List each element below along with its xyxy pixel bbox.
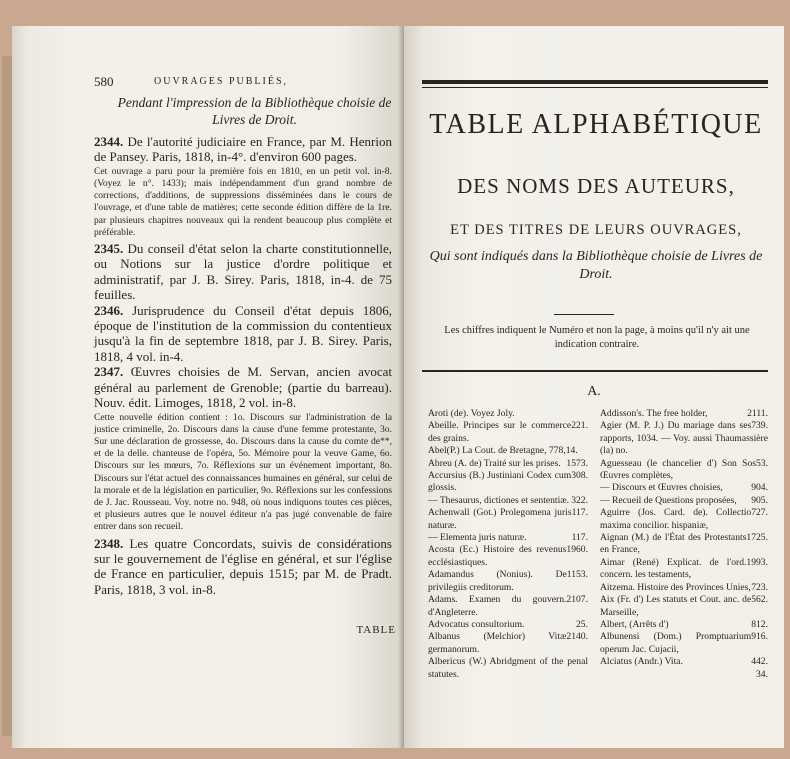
title-authors: DES NOMS DES AUTEURS,	[457, 174, 735, 198]
index-entry-text: Aguirre (Jos. Card. de). Collectio maxima concilior. hispaniæ,	[600, 507, 752, 531]
index-entry-text: Aix (Fr. d') Les statuts et Cout. anc. de Marseille,	[600, 594, 752, 618]
index-entry-text: Achenwall (Got.) Prolegomena juris naturæ.	[428, 507, 572, 531]
index-entry-ref: 117.	[571, 532, 588, 544]
index-entry	[600, 420, 768, 457]
entry-number: 2347.	[94, 364, 124, 380]
index-entry	[600, 458, 768, 483]
entry-2346	[94, 303, 392, 365]
index-entry-text: Albert, (Arrêts d')	[600, 618, 669, 630]
index-entry	[428, 619, 588, 631]
index-entry-text: — Elementa juris naturæ.	[428, 532, 527, 544]
running-head	[94, 74, 394, 92]
index-entry-ref: 2107.	[566, 594, 588, 606]
section-rule	[422, 370, 768, 372]
index-entry	[428, 544, 588, 569]
index-entry	[600, 582, 768, 594]
index-entry-ref: 562.	[751, 594, 768, 606]
index-entry-ref: 53.	[756, 457, 768, 469]
index-entry-text: Aitzema. Histoire des Provinces Unies,	[600, 581, 751, 593]
index-entry	[600, 656, 768, 668]
index-column-left	[428, 408, 588, 681]
short-rule	[554, 314, 614, 315]
index-entry-text: Abel(P.) La Cout. de Bretagne, 778,14.	[428, 445, 578, 457]
index-entry-text: Albericus (W.) Abridgment of the penal statutes.	[428, 656, 588, 680]
index-entry-text: — Recueil de Questions proposées,	[600, 494, 737, 506]
index-entry	[600, 495, 768, 507]
index-entry-text: Adamandus (Nonius). De privilegiis creditorum.	[428, 569, 567, 593]
index-entry	[428, 656, 588, 681]
numbering-note: Les chiffres indiquent le Numéro et non la page, à moins qu'il n'y ait une indication contraire.	[444, 325, 750, 350]
index-entry-ref: 904.	[751, 482, 768, 494]
index-entry-text: Aignan (M.) de l'État des Protestants en France,	[600, 532, 747, 556]
index-entry-text: Albanus (Melchior) Vitæ germanorum.	[428, 631, 567, 655]
entry-number: 2346.	[94, 302, 124, 318]
title-works: ET DES TITRES DE LEURS OUVRAGES,	[450, 222, 742, 238]
index-entry	[600, 594, 768, 619]
index-entry-ref: 1960.	[566, 544, 588, 556]
subheading: Pendant l'impression de la Bibliothèque choisie de Livres de Droit.	[117, 95, 392, 127]
entry-2344	[94, 134, 392, 165]
title-subtitle: Qui sont indiqués dans la Bibliothèque choisie de Livres de Droit.	[429, 249, 763, 282]
entry-text: De l'autorité judiciaire en France, par M. Henrion de Pansey. Paris, 1818, in-4°. d'environ 600 pages.	[94, 134, 392, 165]
entry-text: Œuvres choisies de M. Servan, ancien avocat général au parlement de Grenoble; (partie du barreau). Nouv. édit. Limoges, 1818, 2 vol. in-8.	[94, 364, 392, 411]
index-entry-ref: 25.	[576, 618, 588, 630]
left-page	[12, 26, 404, 748]
index-entry-ref: 221.	[571, 420, 588, 432]
index-entry	[600, 631, 768, 656]
index-entry-text: Aroti (de). Voyez Joly.	[428, 408, 515, 419]
index-entry	[428, 470, 588, 495]
entry-text: Les quatre Concordats, suivis de considérations sur le gouvernement de l'église en général, et sur l'église de France en particulier, depuis 1515; par M. de Pradt. Paris, 1818, 3 vol. in-8.	[94, 535, 392, 597]
index-entry	[428, 408, 588, 420]
index-entry-text: Albunensi (Dom.) Promptuarium operum Jac. Cujacii,	[600, 631, 752, 655]
index-entry	[600, 482, 768, 494]
index-entry-ref: 1725.	[746, 532, 768, 544]
index-entry-text: Accursius (B.) Justiniani Codex cum glossis.	[428, 470, 572, 494]
index-entry	[428, 458, 588, 470]
index-entry-ref: 322.	[571, 494, 588, 506]
index-entry-ref: 727.	[751, 507, 768, 519]
index-entry	[428, 445, 588, 457]
index-entry-ref: 2111.	[747, 408, 768, 419]
table-title: TABLE ALPHABÉTIQUE	[429, 109, 763, 140]
index-entry-text: — Discours et Œuvres choisies,	[600, 482, 723, 494]
entry-note: Cet ouvrage a paru pour la première fois en 1810, en un petit vol. in-8. (Voyez le n°. 1433); mais indépendamment d'un grand nombre de corrections, d'additions, de suppressions disséminées dans le cours de l'ouvrage, et d'une table de matières; cette seconde édition diffère de la 1re. par plusieurs chapitres nouveaux qui la rendent beaucoup plus complète et préférable.	[94, 165, 392, 238]
index-entry-ref: 1573.	[566, 457, 588, 469]
index-entry	[600, 532, 768, 557]
index-entry	[600, 557, 768, 582]
index-entry-ref: 1993.	[746, 556, 768, 568]
entry-text: Jurisprudence du Conseil d'état depuis 1806, époque de l'institution de la commission du contentieux jusqu'à la fin de septembre 1818, par J. B. Sirey. Paris, 1818, 4 vol. in-4.	[94, 302, 392, 364]
index-entry-text: Advocatus consultorium.	[428, 618, 525, 630]
entry-number: 2344.	[94, 134, 124, 149]
index-entry	[428, 532, 588, 544]
index-column-right	[600, 408, 768, 681]
index-entry-text: Addisson's. The free holder,	[600, 408, 708, 419]
page-number: 580	[94, 74, 114, 89]
index-entry-text: — Thesaurus, dictiones et sententiæ.	[428, 494, 570, 506]
entry-text: Du conseil d'état selon la charte constitutionnelle, ou Notions sur la justice d'ordre politique et administratif, par J. B. Sirey. Paris, 1818, in-4. de 75 feuilles.	[94, 241, 392, 303]
index-entry-ref: 723.	[751, 581, 768, 593]
entry-2345	[94, 241, 392, 303]
index-entry-text: Aimar (René) Explicat. de l'ord. concern. les testaments,	[600, 556, 747, 581]
index-entry	[428, 507, 588, 532]
index-entry	[600, 507, 768, 532]
index-entry	[428, 631, 588, 656]
index-entry	[428, 495, 588, 507]
top-thin-rule	[422, 87, 768, 88]
index-entry-text: Abreu (A. de) Traité sur les prises.	[428, 457, 561, 469]
index-entry-ref: 34.	[756, 668, 768, 680]
entry-2347	[94, 364, 392, 410]
entry-2348	[94, 536, 392, 598]
index-entry-text: Agier (M. P. J.) Du mariage dans ses rapports, 1034. — Voy. aussi Thaumassière (la) no.	[600, 420, 768, 457]
index-entry-ref: 905.	[751, 494, 768, 506]
entry-note: Cette nouvelle édition contient : 1o. Discours sur l'administration de la justice criminelle, 2o. Discours dans la cause d'une femme protestante, 3o. Sur une déclaration de grossesse, 4o. Discours dans la cause du comte de**, et de la delle. chanteuse de l'opéra, 5o. Mémoire pour la veuve Game, 6o. Discours sur les mœurs, 7o. Réflexions sur un événement important, 8o. Discours sur l'état actuel des connaissances humaines en général, sur celui de la morale et de la législation en particulier, 9o. Réflexions sur les confessions de J. Jac. Rousseau. Voy. notre no. 948, où nous indiquons toutes ces pièces, et plusieurs autres que le nouvel éditeur n'a pas jugé convenable de faire entrer dans son recueil.	[94, 411, 392, 533]
entry-number: 2345.	[94, 241, 124, 257]
index-entry-text: Acosta (Ec.) Histoire des revenus ecclésiastiques.	[428, 544, 567, 568]
index-entry-ref: 117.	[571, 507, 588, 519]
index-entry-ref: 739.	[751, 420, 768, 432]
right-page	[404, 26, 784, 748]
index-entry-ref: 812.	[751, 618, 768, 630]
entries-list	[94, 134, 392, 597]
index-entry	[600, 408, 768, 420]
catchword: TABLE	[356, 624, 396, 636]
index-entry-ref: 308.	[571, 470, 588, 482]
section-letter: A.	[587, 384, 601, 399]
top-thick-rule	[422, 80, 768, 84]
index-entry-text: Aguesseau (le chancelier d') Son Sos Œuvres complètes,	[600, 457, 756, 482]
running-title: OUVRAGES PUBLIÉS,	[154, 76, 289, 87]
entry-number: 2348.	[94, 535, 124, 551]
index-entry-ref: 1153.	[566, 569, 588, 581]
index-entry-text: Alciatus (Andr.) Vita.	[600, 656, 683, 668]
open-book	[12, 26, 784, 748]
index-entry-ref: 442.	[751, 656, 768, 668]
index-entry	[428, 569, 588, 594]
index-entry-ref: 916.	[751, 631, 768, 643]
index-entry	[600, 619, 768, 631]
index-entry-ref: 2140.	[566, 631, 588, 643]
index-entry-text: Abeille. Principes sur le commerce des grains.	[428, 420, 572, 444]
index-entry	[428, 420, 588, 445]
index-entry-text: Adams. Examen du gouvern. d'Angleterre.	[428, 594, 567, 618]
index-entry	[428, 594, 588, 619]
